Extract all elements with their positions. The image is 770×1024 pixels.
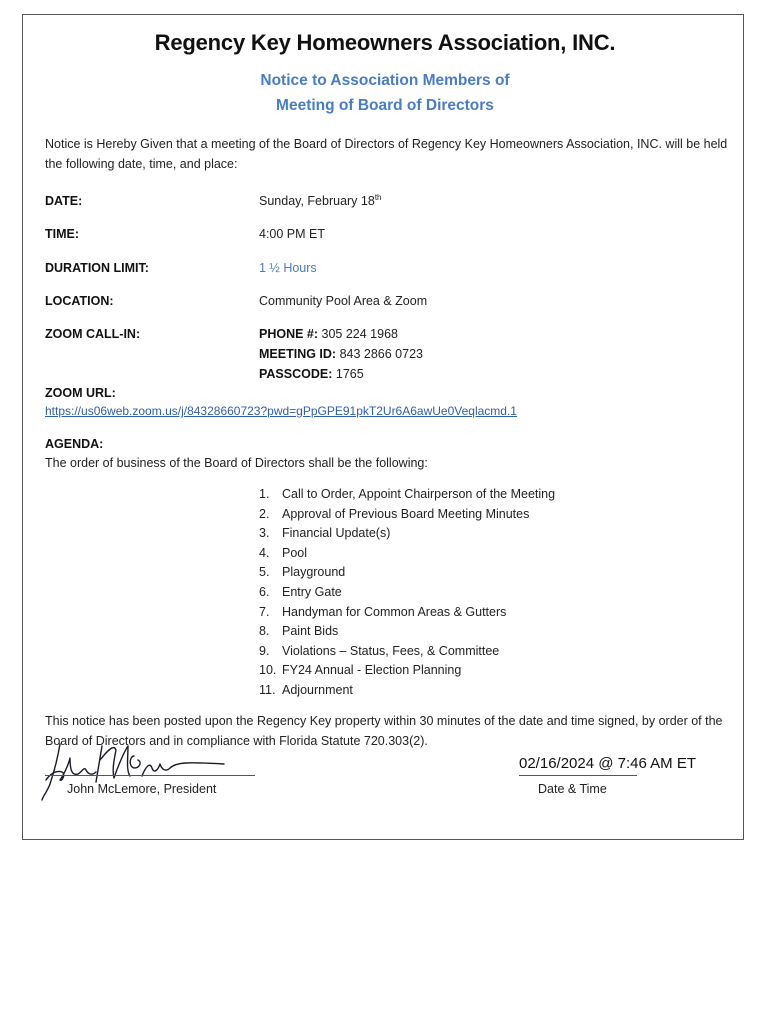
agenda-item-number: 9. (259, 643, 270, 658)
agenda-item-number: 10. (259, 663, 277, 678)
agenda-label: AGENDA: (45, 437, 104, 451)
agenda-intro: The order of business of the Board of Directors shall be the following: (45, 456, 428, 470)
date-time-label: Date & Time (538, 782, 607, 796)
agenda-item-text: Playground (282, 565, 346, 580)
agenda-item-text: FY24 Annual - Election Planning (282, 663, 462, 678)
agenda-item (259, 622, 555, 642)
agenda-item-text: Adjournment (282, 682, 353, 697)
signed-date-time: 02/16/2024 @ 7:46 AM ET (519, 755, 697, 772)
signer-name: John McLemore, President (67, 782, 217, 796)
intro-paragraph: Notice is Hereby Given that a meeting of the Board of Directors of Regency Key Homeowners Association, INC. will be held the following date, time, and place: (45, 137, 728, 171)
agenda-item (259, 603, 555, 623)
date-value (259, 194, 381, 208)
passcode-label: PASSCODE: (259, 367, 333, 381)
passcode-value: 1765 (332, 367, 364, 381)
agenda-item-text: Call to Order, Appoint Chairperson of the Meeting (282, 487, 556, 501)
agenda-item-number: 8. (259, 624, 270, 639)
phone-label: PHONE #: (259, 327, 319, 341)
document-subtitle-line2: Meeting of Board of Directors (276, 97, 494, 114)
closing-paragraph: This notice has been posted upon the Regency Key property within 30 minutes of the date and time signed, by order of the Board of Directors and in compliance with Florida Statute 720.303(2). (45, 714, 723, 748)
document-title: Regency Key Homeowners Association, INC. (154, 30, 616, 55)
agenda-item (259, 505, 555, 525)
agenda-item-text: Financial Update(s) (282, 526, 391, 541)
agenda-item-text: Paint Bids (282, 624, 339, 639)
meeting-id-line (259, 347, 423, 361)
agenda-item-number: 6. (259, 584, 270, 599)
zoom-url-link[interactable]: https://us06web.zoom.us/j/84328660723?pwd=gPpGPE91pkT2Ur6A6awUe0Veqlacmd.1 (45, 404, 517, 418)
agenda-item-number: 7. (259, 604, 270, 619)
agenda-item (259, 661, 555, 681)
meeting-id-label: MEETING ID: (259, 347, 337, 361)
zoom-call-in-label: ZOOM CALL-IN: (45, 327, 141, 341)
location-value: Community Pool Area & Zoom (259, 294, 428, 308)
agenda-item-text: Entry Gate (282, 584, 342, 599)
date-line (519, 775, 637, 776)
agenda-item-text: Handyman for Common Areas & Gutters (282, 604, 507, 619)
agenda-item-text: Pool (282, 545, 308, 560)
signature-line (45, 775, 255, 776)
agenda-item (259, 642, 555, 662)
agenda-item-number: 11. (259, 682, 276, 697)
time-label: TIME: (45, 227, 80, 241)
agenda-item-text: Violations – Status, Fees, & Committee (282, 643, 500, 658)
date-label: DATE: (45, 194, 83, 208)
agenda-item-number: 1. (259, 487, 270, 501)
date-text: Sunday, February 18 (259, 194, 375, 208)
date-suffix: th (374, 192, 382, 202)
duration-value: 1 ½ Hours (259, 261, 317, 275)
passcode-line (259, 367, 364, 381)
document-subtitle-line1: Notice to Association Members of (260, 72, 510, 89)
agenda-item (259, 544, 555, 564)
agenda-item (259, 524, 555, 544)
duration-label: DURATION LIMIT: (45, 261, 149, 275)
meeting-id-value: 843 2866 0723 (336, 347, 423, 361)
agenda-item-number: 2. (259, 506, 270, 521)
phone-line (259, 327, 398, 341)
phone-value: 305 224 1968 (318, 327, 398, 341)
agenda-item (259, 681, 555, 701)
agenda-item (259, 563, 555, 583)
agenda-item-number: 3. (259, 526, 270, 541)
agenda-list (259, 485, 555, 701)
agenda-item-text: Approval of Previous Board Meeting Minutes (282, 506, 530, 521)
location-label: LOCATION: (45, 294, 114, 308)
time-value: 4:00 PM ET (259, 227, 325, 241)
agenda-item-number: 5. (259, 565, 270, 580)
zoom-url-label: ZOOM URL: (45, 386, 116, 400)
agenda-item (259, 485, 555, 505)
agenda-item-number: 4. (259, 545, 270, 560)
agenda-item (259, 583, 555, 603)
